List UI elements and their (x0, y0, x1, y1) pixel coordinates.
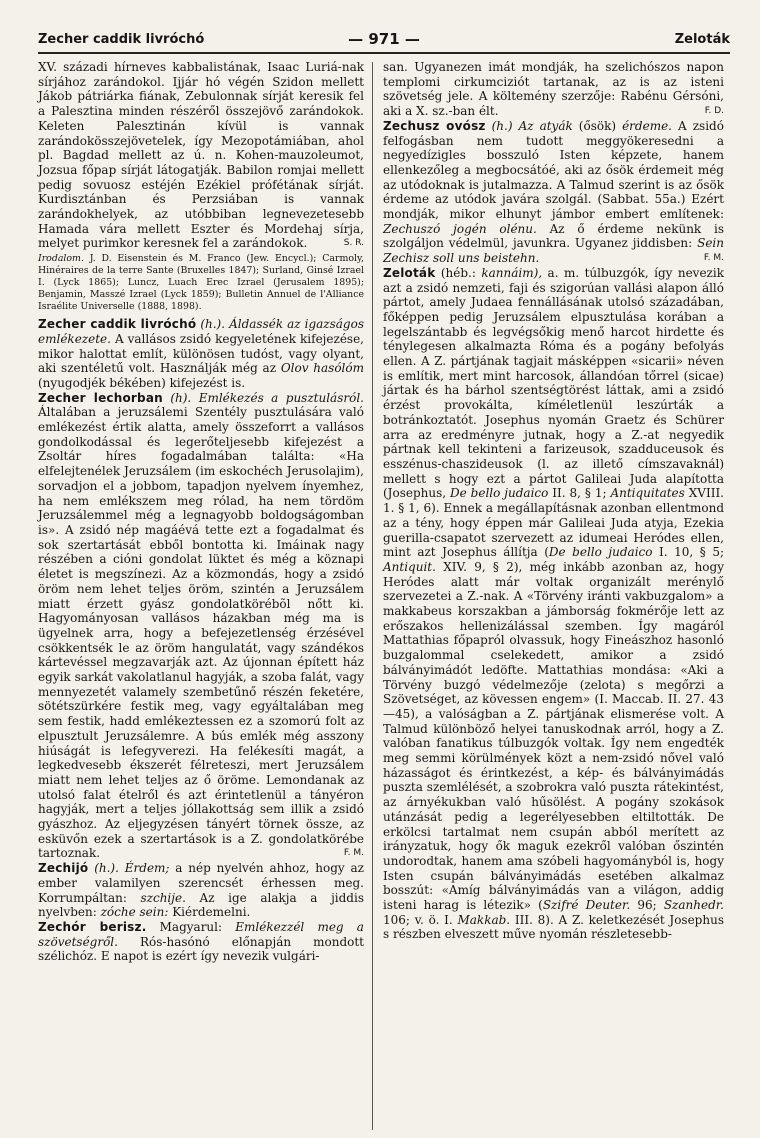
entry-italic: Makkab. (457, 912, 511, 927)
entry-term: Zeloták (383, 265, 436, 280)
entry-text: III. 8). A Z. keletkezését Josephus s részben elveszett műve nyomán részletesebb- (383, 912, 724, 942)
author-signature: S. R. (343, 238, 364, 249)
entry-text: Általában a jeruzsálemi Szentély pusztulására való emlékezést értik alatta, amely összeforrt a vallásos gondolkodással és legerőteljesebb kifejezést a Zsoltár híres fogadalmában találta: «Ha elfelejtenélek Jeruzsálem (im eskochéch Jerusolajim), sorvadjon el a jobbom, tapadjon nyelvem ínyemhez, ha nem emlékszem meg rólad, ha nem tördöm Jeruzsálemmel még a legnagyobb boldogságomban is». A zsidó nép magáévá tette ezt a fogadalmat és sok szertartását ebből bontotta ki. Imáinak nagy részében a cióni gondolat lüktet és még a köznapi életet is megszínezi. Az a közmondás, hogy a zsidó öröm nem lehet teljes öröm, szintén a Jeruzsálem miatt érzett gyász gondolatkörébõl nőtt ki. Hagyományosan vallásos házakban még ma is ügyelnek arra, hogy a befejezetlenség érzésével csökkentsék le az öröm hangulatát, vagy szándékos kártevéssel megzavarják azt. Az újonnan épített ház egyik sarkát vakolatlanul hagyják, a szoba falát, vagy mennyezetét valamely szembetűnő részén feketére, sötétszürkére festik meg, vagy egyáltalában meg sem festik, hadd emlékeztessen ez a szomorú folt az elpusztult Jeruzsálemre. A bús emlék még asszony hiúságát is lefegyverezi. Ha felékesíti magát, a legkedvesebb ékszerét félreteszi, mert Jeruzsálem miatt nem lehet teljes az ő öröme. Lemondanak az utolsó falat ételről és azt érintetlenül a tányéron hagyják, mert a teljes jóllakottság sem illik a zsidó gyászhoz. Az eljegyzésen tányért törnek össze, az esküvőn ezek a szertartások is a Z. gondolatkörébe tartoznak. (38, 405, 364, 861)
entry-subtitle: kannáim), (481, 265, 543, 280)
entry-italic: szchije. (140, 890, 186, 905)
entry-zecher-lechorban (38, 391, 364, 862)
column-divider (372, 62, 373, 1130)
entry-lang: (héb.: (440, 265, 476, 280)
entry-term: Zechijó (38, 861, 89, 876)
entry-subtitle: Érdem; (124, 861, 170, 876)
entry-continuation (38, 60, 364, 251)
author-signature: F. M. (703, 253, 724, 264)
entry-term: Zecher caddik livróchó (38, 317, 197, 332)
entry-subtitle: Az atyák (518, 118, 573, 133)
entry-italic: Zechuszó jogén olénu. (383, 221, 537, 236)
author-signature: F. M. (343, 848, 364, 859)
entry-zechusz-ovosz (383, 119, 724, 266)
entry-italic: Szifré Deuter. (542, 898, 631, 913)
entry-text: Kiérdemelni. (172, 905, 251, 920)
bibliography (38, 253, 364, 313)
entry-zecher-caddik (38, 317, 364, 391)
entry-italic: zóche sein: (100, 905, 169, 920)
entry-term: Zechusz ovósz (383, 118, 486, 133)
entry-zelotak (383, 266, 724, 942)
left-column (38, 60, 364, 1128)
running-header (38, 30, 730, 54)
entry-text: I. 10, § 5; (659, 545, 725, 560)
entry-text: a nép nyelvén ahhoz, hogy az ember valamilyen szerencsét érhessen meg. Korrumpáltan: (38, 861, 364, 905)
entry-text: (ősök) (578, 118, 617, 133)
continuation-text: san. Ugyanezen imát mondják, ha szelichószos napon templomi cirkumciziót tartanak, az is az isteni szövetség jele. A költemény szerzője: Rabénu Gérsóni, aki a X. sz.-ban élt. (383, 60, 724, 119)
entry-term: Zecher lechorban (38, 390, 163, 405)
entry-text: XIV. 9, § 2), még inkább azonban az, hogy Heródes alatt már voltak organizált merénylő szervezetei a Z.-nak. A «Törvény iránti vakbuzgalom» a makkabeus korszakban a jámborság fokmérője lett az erőszakos hellenizálással szemben. Így magáról Mattathias főpapról olvassuk, hogy Fineászhoz hasonló buzgalommal cselekedett, amikor a zsidó bálványimádót ledöfte. Mattathias mondása: «Aki a Törvény buzgó védelmezője (zelota) s megőrzi a Szövetséget, az kövessen engem» (I. Maccab. II. 27. 43—45), a valóságban a Z. pártjának elismerése volt. A Talmud különböző helyei tanuskodnak arról, hogy a Z. valóban fanatikus túlbuzgók voltak. Így nem engedték meg semmi körülmények közt a nem-zsidó nővel való házasságot és érintkezést, a kép- és bálványimádás puszta szemlélését, a szobrokra való puszta rátekintést, az árnyékukban való hűsölést. A pogány szokások utánzását pedig a legerélyesebben eltiltották. De erkölcsi tartalmat nem csupán abból merített az irányzatuk, hogy ők maguk ezekről valóban őszintén undorodtak, hanem ama szóbeli hagyományból is, hogy Isten csupán bálványimádás esetében alkalmaz bosszút: «Amíg bálványimádás van a világon, addig isteni harag is létezik» ( (383, 559, 724, 913)
entry-text: II. 8, § 1; (552, 486, 607, 501)
entry-subtitle: Emlékezzél meg a szövetségről. (38, 919, 364, 949)
entry-zechor-berisz (38, 920, 364, 964)
entry-italic: Sein Zechisz soll uns beistehn. (383, 236, 724, 266)
entry-subtitle: Emlékezés a pusztulásról. (198, 390, 364, 405)
entry-text: A zsidó felfogásban nem tudott meggyökeresedni a negyedízigles bosszuló Isten képzete, hanem ellenkezőleg a megbocsátóé, aki az ősök érdemeit még az utódoknak is jutalmazza. A Talmud szerint is az ősök érdeme az utódok javára szolgál. (Sabbat. 55a.) Ezért mondják, mikor elhunyt jámbor embert említenek: (383, 118, 724, 222)
entry-zechijo (38, 861, 364, 920)
entry-lang: (h). (170, 390, 192, 405)
entry-lang: (h.). (200, 317, 226, 332)
entry-continuation (383, 60, 724, 119)
continuation-text: XV. századi hírneves kabbalistának, Isaac Luriá-nak sírjához zarándokol. Ijjár hó végén Szidon mellett Jákob pátriárka fiának, Zebulonnak sírját keresik fel a Palesztina minden részéről összejövő zarándokok. Keleten Palesztinán kívül is vannak zarándokösszejövetelek, így Mezopotámiában, ahol pl. Bagdad mellett az ú. n. Kohen-mauzoleumot, Jozsua főpap sírját látogatják. Babilon romjai mellett pedig sovuosz estéjén Ezékiel prófétának sírját. Kurdisztánban és Perzsiában is vannak zarándokhelyek, az utóbbiban legnevezetesebb Hamada vára mellett Eszter és Mordehaj sírja, melyet purimkor keresnek fel a zarándokok. (38, 60, 364, 251)
entry-italic: Antiquit. (383, 559, 436, 574)
entry-italic: Szanhedr. (663, 898, 724, 913)
entry-lang: (h.). (94, 861, 119, 876)
entry-text: Rós-hasónó előnapján mondott szélichóz. E napot is ezért így nevezik vulgári- (38, 934, 364, 964)
entry-text: A vallásos zsidó kegyeletének kifejezése, mikor halottat említ, különösen tudóst, vagy olyant, aki szentéletű volt. Használják még az (38, 331, 364, 376)
bibliography-text: J. D. Eisenstein és M. Franco (Jew. Encycl.); Carmoly, Hinéraires de la terre Sante (Bruxelles 1847); Surland, Ginsé Izrael I. (Lyck 1865); Luncz, Luach Erec Izrael (Jerusalem 1895); Benjamin, Masszé Izrael (Lyck 1859); Bulletin Annuel de l'Alliance Israélite Universelle (1888, 1898). (38, 253, 365, 313)
entry-lang: (h.) (491, 118, 513, 133)
entry-italic: Antiquitates (610, 486, 685, 501)
entry-text: XVIII. 1. § 1, 6). Ennek a megállapításnak azonban ellentmond az a tény, hogy éppen már Galileai Juda atyja, Ezekia guerilla-csapatot szervezett az idumeai Heródes ellen, mint azt Josephus állítja ( (383, 486, 724, 560)
entry-text: a. m. túlbuzgók, így nevezik azt a zsidó nemzeti, faji és szigorúan vallási alapon álló pártot, amely Judaea fennállásának utolsó századában, főképpen pedig Jeruzsálem elpusztulása korában a legelszántabb és legvégsőkig menő harcot hirdette és ténylegesen alkalmazta Róma és a pogány befolyás ellen. A Z. pártjának tagjait másképpen «sicarii» néven is említik, mert mint harcosok, állandóan tőrrel (sicae) jártak és ha bárhol szentségtörést láttak, ami a zsidó érzést provokálta, kíméletlenül leszúrták a botránkoztatót. Josephus nyomán Graetz és Schürer arra az eredményre jutnak, hogy a Z.-at negyedik pártnak kell tekinteni a farizeusok, szadduceusok és esszénus-chaszideusok (l. az illető címszavaknál) mellett s hogy ezt a pártot Galileai Juda alapította (Josephus, (383, 265, 724, 501)
entry-subtitle: Áldassék az igazságos emlékezete. (38, 317, 364, 346)
entry-text: 106; v. ö. I. (383, 912, 453, 927)
entry-text: (nyugodjék békében) kifejezést is. (38, 375, 246, 390)
entry-italic: De bello judaico (450, 486, 549, 501)
entry-text: Az ige alakja a jiddis nyelvben: (38, 890, 364, 920)
entry-subtitle: érdeme. (622, 118, 672, 133)
right-column (383, 60, 724, 1128)
entry-italic: Olov hasólóm (280, 361, 364, 376)
header-right-term: Zeloták (674, 32, 730, 47)
entry-text: Az ő érdeme nekünk is szolgáljon védelmül, javunkra. Ugyanez jiddisben: (383, 221, 724, 251)
entry-term: Zechór berisz. (38, 919, 147, 934)
entry-text: 96; (637, 898, 657, 913)
bibliography-label: Irodalom. (38, 253, 84, 265)
entry-italic: De bello judaico (548, 545, 653, 560)
entry-text: Magyarul: (159, 919, 223, 934)
author-signature: F. D. (704, 106, 724, 117)
header-left-term: Zecher caddik livróchó (38, 32, 205, 47)
page-number: — 971 — (348, 30, 420, 48)
